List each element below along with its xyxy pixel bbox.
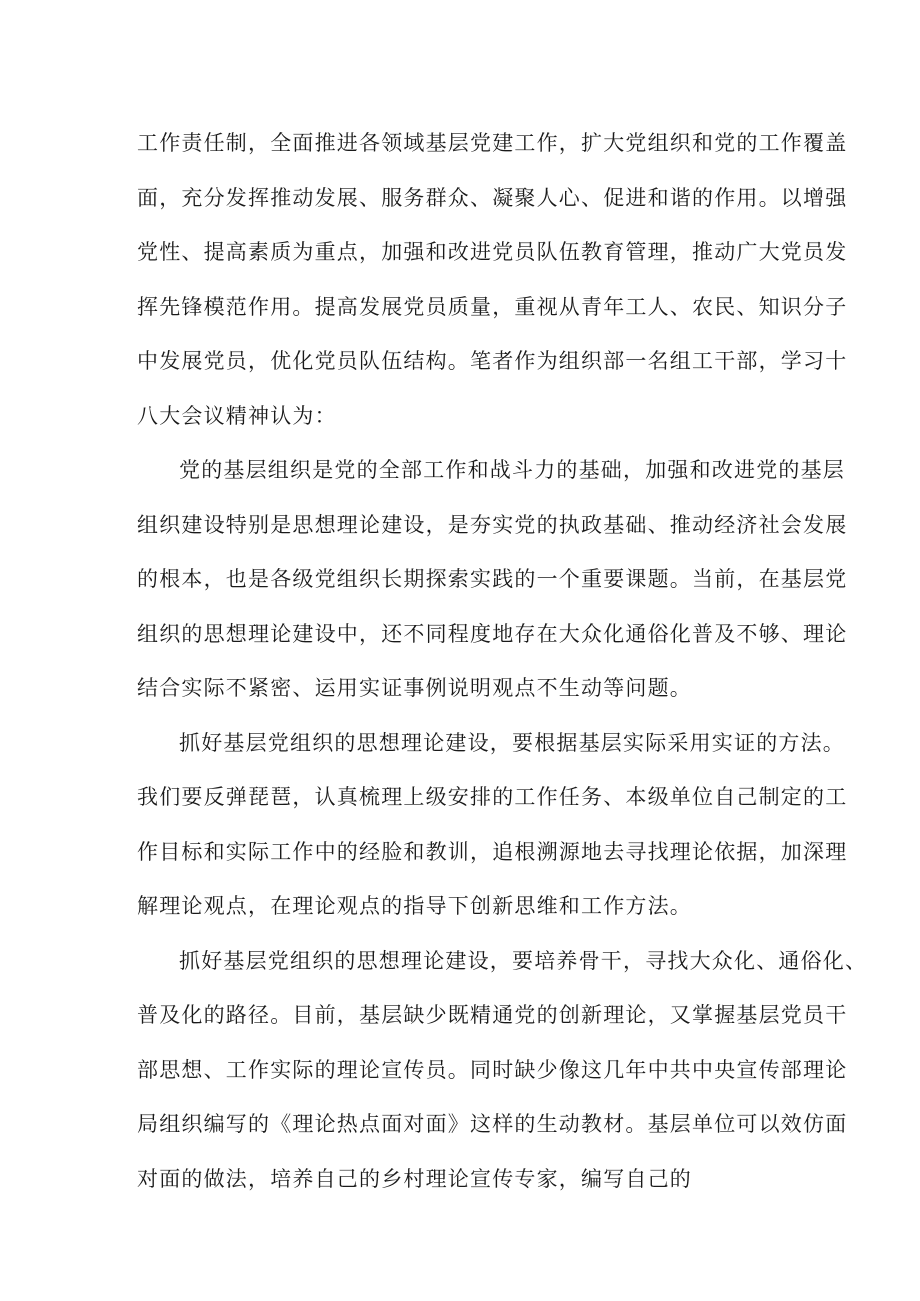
text-line: 抓好基层党组织的思想理论建设，要根据基层实际采用实证的方法。 xyxy=(179,730,845,755)
paragraph-1 xyxy=(137,116,848,443)
text-line: 对面的做法，培养自己的乡村理论宣传专家，编写自己的 xyxy=(137,1166,692,1191)
text-line: 抓好基层党组织的思想理论建设，要培养骨干，寻找大众化、通俗化、 xyxy=(179,948,868,973)
paragraph-4 xyxy=(137,934,868,1207)
text-line: 作目标和实际工作中的经脸和教训，追根溯源地去寻找理论依据，加深理 xyxy=(137,839,848,864)
text-line: 解理论观点，在理论观点的指导下创新思维和工作方法。 xyxy=(137,894,692,918)
paragraph-2 xyxy=(137,443,848,716)
text-line: 党性、提高素质为重点，加强和改进党员队伍教育管理，推动广大党员发 xyxy=(137,240,848,264)
text-line: 结合实际不紧密、运用实证事例说明观点不生动等问题。 xyxy=(137,676,692,700)
text-line: 党的基层组织是党的全部工作和战斗力的基础，加强和改进党的基层 xyxy=(179,458,845,482)
paragraph-3 xyxy=(137,716,848,934)
text-line: 工作责任制，全面推进各领域基层党建工作，扩大党组织和党的工作覆盖 xyxy=(137,131,848,155)
text-line: 面，充分发挥推动发展、服务群众、凝聚人心、促进和谐的作用。以增强 xyxy=(137,185,848,210)
text-line: 部思想、工作实际的理论宣传员。同时缺少像这几年中共中央宣传部理论 xyxy=(137,1057,848,1082)
text-line: 组织建设特别是思想理论建设，是夯实党的执政基础、推动经济社会发展 xyxy=(137,512,848,537)
body-text xyxy=(137,116,868,1206)
text-line: 普及化的路径。目前，基层缺少既精通党的创新理论，又掌握基层党员干 xyxy=(137,1003,848,1027)
text-line: 局组织编写的《理论热点面对面》这样的生动教材。基层单位可以效仿面 xyxy=(137,1112,848,1136)
text-line: 挥先锋模范作用。提高发展党员质量，重视从青年工人、农民、知识分子 xyxy=(137,294,848,319)
text-line: 中发展党员，优化党员队伍结构。笔者作为组织部一名组工干部，学习十 xyxy=(137,349,848,373)
text-line: 的根本，也是各级党组织长期探索实践的一个重要课题。当前，在基层党 xyxy=(137,567,848,591)
text-line: 组织的思想理论建设中，还不同程度地存在大众化通俗化普及不够、理论 xyxy=(137,621,848,646)
text-line: 八大会议精神认为： xyxy=(137,403,337,428)
text-line: 我们要反弹琵琶，认真梳理上级安排的工作任务、本级单位自己制定的工 xyxy=(137,785,848,809)
